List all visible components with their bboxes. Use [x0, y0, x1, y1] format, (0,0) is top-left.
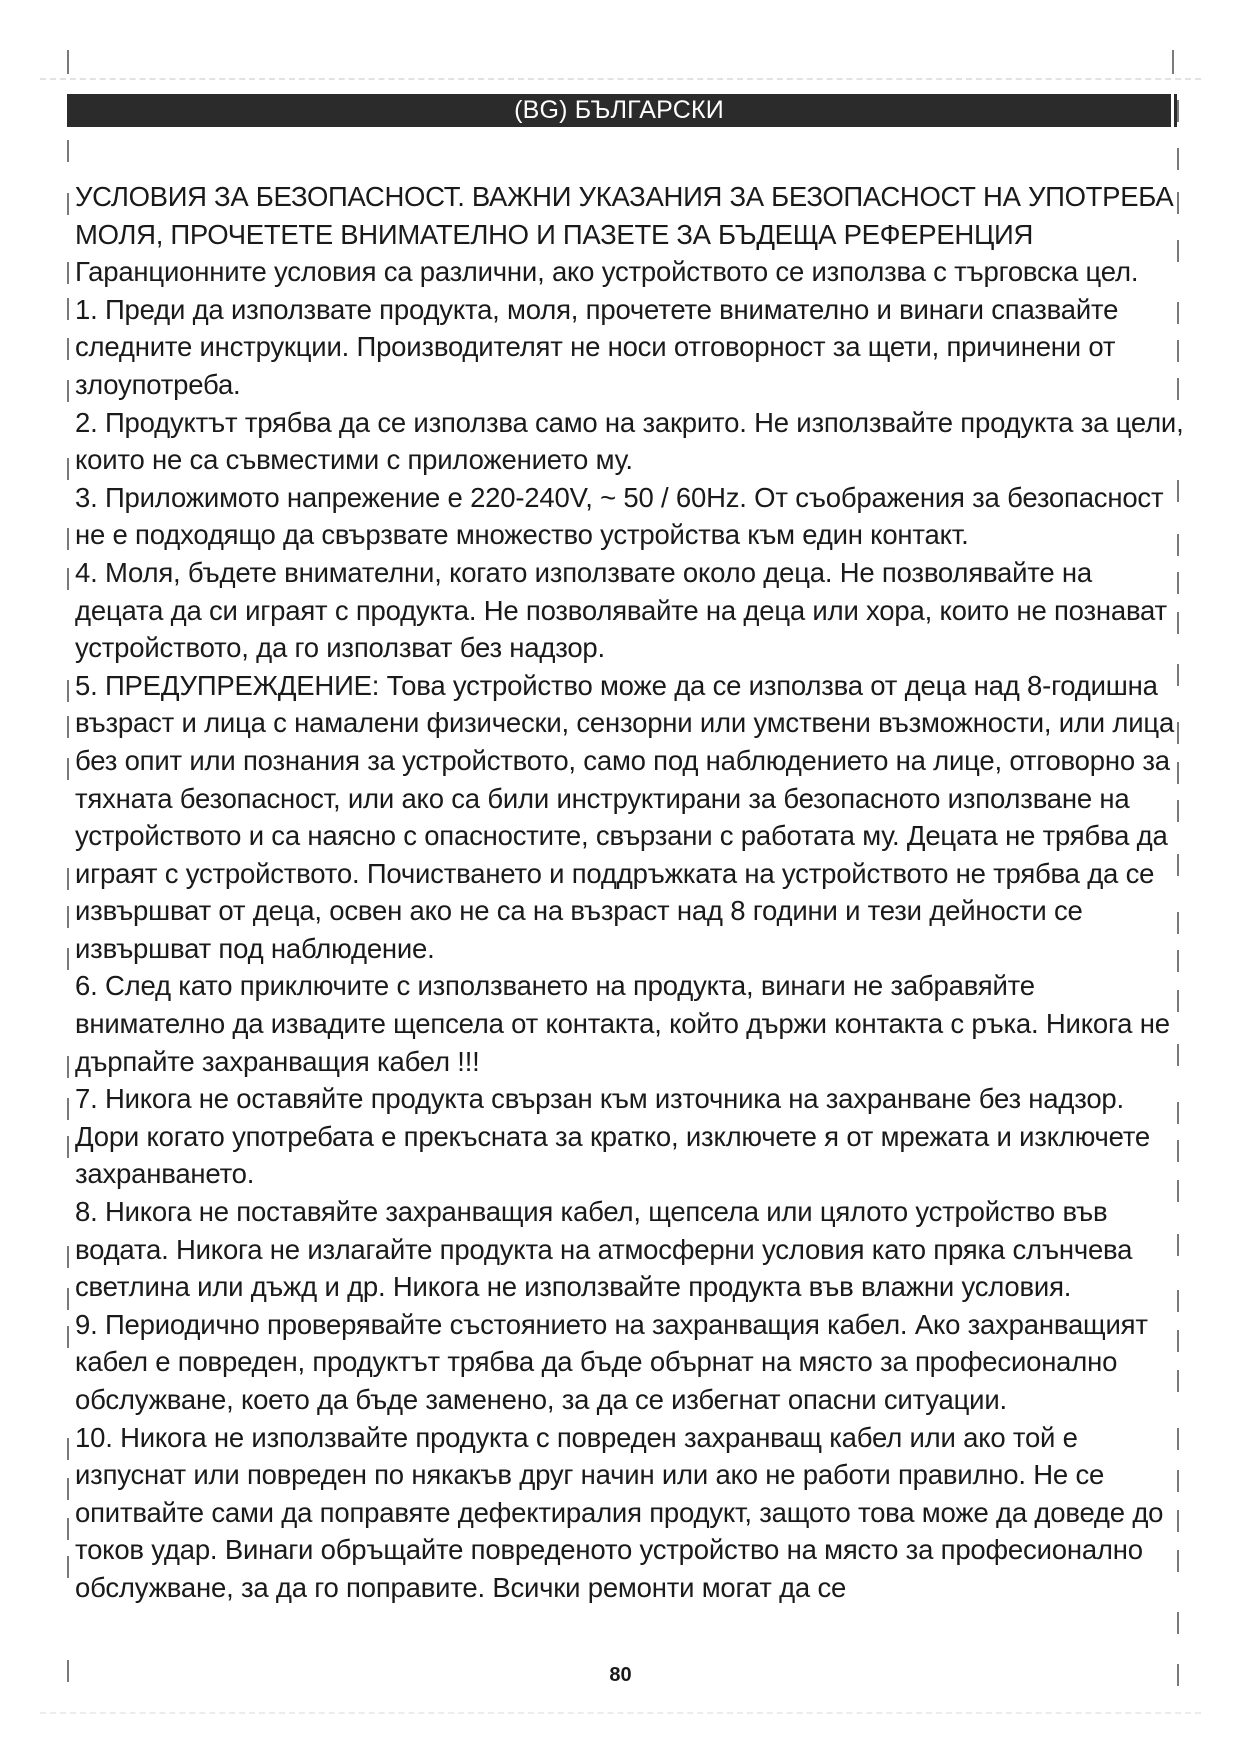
- left-margin-tick: [67, 458, 69, 480]
- instruction-item: 4. Моля, бъдете внимателни, когато използвате около деца. Не позволявайте на децата да си играят с продукта. Не позволявайте на деца или хора, които не познават устройството, да го използват без надзор.: [75, 556, 1167, 664]
- left-margin-tick: [67, 1478, 69, 1500]
- left-margin-tick: [67, 1098, 69, 1120]
- left-margin-tick: [67, 758, 69, 780]
- language-label: (BG) БЪЛГАРСКИ: [514, 96, 724, 124]
- left-margin-tick: [67, 1136, 69, 1158]
- left-margin-tick: [67, 948, 69, 970]
- left-margin-tick: [67, 680, 69, 702]
- left-margin-tick: [67, 1288, 69, 1310]
- warranty-note: Гаранционните условия са различни, ако устройството се използва с търговска цел.: [75, 256, 1139, 288]
- instruction-item: 8. Никога не поставяйте захранващия кабел, щепсела или цялото устройство във водата. Никога не излагайте продукта на атмосферни условия като пряка слънчева светлина или дъжд и др. Никога не използвайте продукта във влажни условия.: [75, 1196, 1133, 1303]
- instruction-item: 10. Никога не използвайте продукта с повреден захранващ кабел или ако той е изпуснат или повреден по някакъв друг начин или ако не работи правилно. Не се опитвайте сами да поправяте дефектиралия продукт, защото това може да доведе до токов удар. Винаги обръщайте повреденото устройство на място за професионално обслужване, за да го поправите. Всички ремонти могат да се: [75, 1421, 1164, 1603]
- left-margin-tick: [67, 906, 69, 928]
- left-margin-tick: [67, 1556, 69, 1578]
- section-subtitle: МОЛЯ, ПРОЧЕТЕТЕ ВНИМАТЕЛНО И ПАЗЕТЕ ЗА БЪДЕЩА РЕФЕРЕНЦИЯ: [75, 218, 1034, 250]
- safety-instructions-body: [75, 178, 1185, 1607]
- right-margin-tick: [1177, 100, 1179, 122]
- instruction-item: 1. Преди да използвате продукта, моля, прочетете внимателно и винаги спазвайте следните инструкции. Производителят не носи отговорност за щети, причинени от злоупотреба.: [75, 293, 1119, 400]
- instruction-item: 9. Периодично проверявайте състоянието на захранващия кабел. Ако захранващият кабел е повреден, продуктът трябва да бъде обърнат на място за професионално обслужване, което да бъде заменено, за да се избегнат опасни ситуации.: [75, 1308, 1148, 1415]
- language-header-bar: [67, 94, 1171, 127]
- left-margin-tick: [67, 50, 69, 74]
- top-crop-rule: [40, 78, 1201, 80]
- left-margin-tick: [67, 140, 69, 162]
- instruction-item: 6. След като приключите с използването на продукта, винаги не забравяйте внимателно да извадите щепсела от контакта, който държи контакта с ръка. Никога не дърпайте захранващия кабел !!!: [75, 970, 1170, 1077]
- page-number: 80: [609, 1664, 632, 1686]
- left-margin-tick: [67, 1438, 69, 1460]
- left-margin-tick: [67, 1246, 69, 1268]
- right-margin-tick: [1177, 148, 1179, 170]
- left-margin-tick: [67, 868, 69, 890]
- instruction-item: 7. Никога не оставяйте продукта свързан към източника на захранване без надзор. Дори когато употребата е прекъсната за кратко, изключете я от мрежата и изключете захранването.: [75, 1083, 1151, 1190]
- section-title: УСЛОВИЯ ЗА БЕЗОПАСНОСТ. ВАЖНИ УКАЗАНИЯ ЗА БЕЗОПАСНОСТ НА УПОТРЕБА: [75, 181, 1174, 212]
- right-margin-tick: [1177, 1612, 1179, 1634]
- left-margin-tick: [67, 716, 69, 738]
- instruction-item: 3. Приложимото напрежение е 220-240V, ~ 50 / 60Hz. От съображения за безопасност не е подходящо да свързвате множество устройства към един контакт.: [75, 481, 1164, 551]
- header-bar-end-mark: [1174, 94, 1177, 127]
- left-margin-tick: [67, 1056, 69, 1078]
- left-margin-tick: [67, 193, 69, 215]
- instruction-item: 5. ПРЕДУПРЕЖДЕНИЕ: Това устройство може да се използва от деца над 8-годишна възраст и лица с намалени физически, сензорни или умствени възможности, или лица без опит или познания за устройството, само под наблюдението на лице, отговорно за тяхната безопасност, или ако са били инструктирани за безопасното използване на устройството и са наясно с опасностите, свързани с работата му. Децата не трябва да играят с устройството. Почистването и поддръжката на устройството не трябва да се извършват от деца, освен ако не са на възраст над 8 години и тези дейности се извършват под наблюдение.: [75, 669, 1175, 964]
- left-margin-tick: [67, 262, 69, 284]
- left-margin-tick: [67, 528, 69, 550]
- left-margin-tick: [67, 338, 69, 360]
- left-margin-tick: [67, 1518, 69, 1540]
- bottom-crop-rule: [40, 1712, 1201, 1714]
- left-margin-tick: [67, 380, 69, 402]
- right-margin-tick: [1172, 50, 1174, 74]
- instruction-item: 2. Продуктът трябва да се използва само на закрито. Не използвайте продукта за цели, които не са съвместими с приложението му.: [75, 406, 1184, 476]
- left-margin-tick: [67, 298, 69, 320]
- left-margin-tick: [67, 1326, 69, 1348]
- left-margin-tick: [67, 568, 69, 590]
